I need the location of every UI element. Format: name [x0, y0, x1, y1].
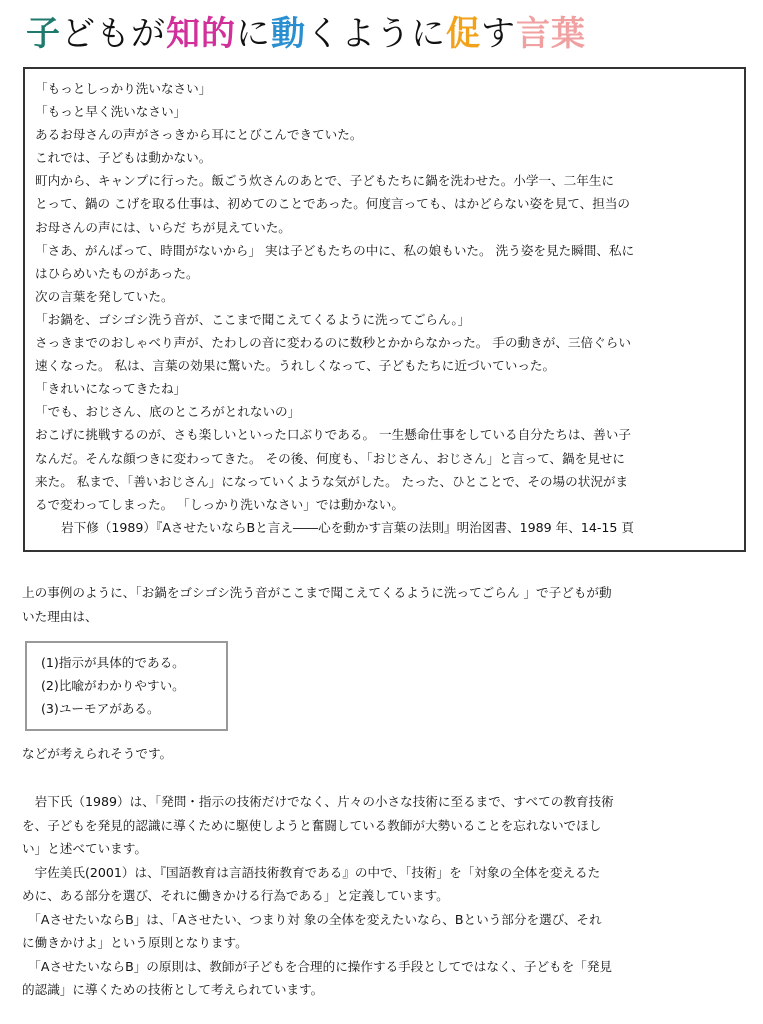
quote-line: なんだ。そんな顔つきに変わってきた。 その後、何度も、「おじさん、おじさん」と言って、鍋を見せに	[35, 450, 625, 466]
quote-line: これでは、子どもは動かない。	[35, 150, 212, 166]
quote-line: 「お鍋を、ゴシゴシ洗う音が、ここまで聞こえてくるように洗ってごらん。」	[35, 311, 471, 327]
discussion-line: めに、ある部分を選び、それに働きかける行為である」と定義しています。	[22, 888, 449, 903]
quote-source: 岩下修（1989）『AさせたいならBと言え――心を動かす言葉の法則』明治図書、1989 年、14-15 頁	[61, 519, 635, 535]
conclusion-line: などが考えられそうです。	[22, 746, 173, 761]
discussion-line: 宇佐美氏(2001）は、『国語教育は言語技術教育である』の中で、「技術」を「対象の全体を変えるた	[22, 864, 601, 880]
quote-line: あるお母さんの声がさっきから耳にとびこんできていた。	[35, 127, 363, 143]
discussion-line: 的認識」に導くための技術として考えられています。	[22, 982, 324, 997]
quote-line: 町内から、キャンプに行った。飯ごう炊さんのあとで、子どもたちに鍋を洗わせた。小学一、二年生に	[35, 173, 615, 189]
quote-line: 「さあ、がんばって、時間がないから」 実は子どもたちの中に、私の娘もいた。 洗う姿を見た瞬間、私に	[35, 242, 635, 258]
quote-text	[35, 77, 734, 516]
quote-line: おこげに挑戦するのが、さも楽しいといった口ぶりである。 一生懸命仕事をしている自分たちは、善い子	[35, 427, 631, 443]
intro-paragraph	[22, 581, 742, 628]
discussion-line: 「AさせたいならB」の原則は、教師が子どもを合理的に操作する手段としてではなく、子どもを「発見	[22, 958, 613, 974]
quote-box	[23, 67, 746, 552]
title-segment: す	[481, 14, 516, 54]
quote-line: お母さんの声には、いらだ ちが見えていた。	[35, 219, 291, 235]
reasons-box	[25, 641, 228, 731]
quote-line: 「もっと早く洗いなさい」	[35, 104, 187, 120]
quote-line: さっきまでのおしゃべり声が、たわしの音に変わるのに数秒とかからなかった。 手の動きが、三倍ぐらい	[35, 335, 631, 351]
title-segment: に	[236, 14, 271, 54]
title-segment: 促	[446, 14, 481, 54]
quote-line: 「でも、おじさん、底のところがとれないの」	[35, 404, 301, 420]
quote-line: とって、鍋の こげを取る仕事は、初めてのことであった。何度言っても、はかどらない姿を見て、担当の	[35, 196, 631, 212]
page-title	[26, 10, 586, 58]
reason-item: (1)指示が具体的である。	[41, 655, 185, 670]
discussion-line: に働きかけよ」という原則となります。	[22, 935, 248, 950]
quote-line: 次の言葉を発していた。	[35, 288, 174, 304]
intro-line: いた理由は、	[22, 608, 98, 624]
title-segment: 子	[26, 14, 61, 54]
intro-line: 上の事例のように、「お鍋をゴシゴシ洗う音がここまで聞こえてくるように洗ってごらん 」で子どもが動	[22, 585, 612, 600]
title-segment: 動	[271, 14, 306, 54]
reason-item: (3)ユーモアがある。	[41, 701, 160, 716]
title-segment: 知的	[166, 14, 236, 54]
quote-line: 「きれいになってきたね」	[35, 381, 187, 397]
reason-item: (2)比喩がわかりやすい。	[41, 678, 185, 693]
title-segment: くように	[306, 14, 446, 54]
quote-line: 「もっとしっかり洗いなさい」	[35, 81, 212, 96]
discussion-line: い」と述べています。	[22, 841, 147, 856]
conclusion-text	[22, 742, 742, 766]
quote-line: はひらめいたものがあった。	[35, 265, 199, 281]
discussion-paragraph	[22, 790, 742, 1002]
title-segment: 言葉	[516, 14, 586, 54]
quote-line: 来た。 私まで、「善いおじさん」になっていくような気がした。 たった、ひとことで、その場の状況がま	[35, 473, 629, 489]
discussion-line: 岩下氏（1989）は、「発問・指示の技術だけでなく、片々の小さな技術に至るまで、すべての教育技術	[22, 794, 614, 809]
discussion-line: 「AさせたいならB」は、「Aさせたい、つまり対 象の全体を変えたいなら、Bという部分を選び、それ	[22, 911, 602, 927]
discussion-line: を、子どもを発見的認識に導くために駆使しようと奮闘している教師が大勢いることを忘れないでほし	[22, 817, 602, 833]
quote-line: るで変わってしまった。 「しっかり洗いなさい」では動かない。	[35, 496, 404, 512]
quote-line: 速くなった。 私は、言葉の効果に驚いた。うれしくなって、子どもたちに近づいていった。	[35, 358, 556, 374]
title-segment: どもが	[61, 14, 166, 54]
